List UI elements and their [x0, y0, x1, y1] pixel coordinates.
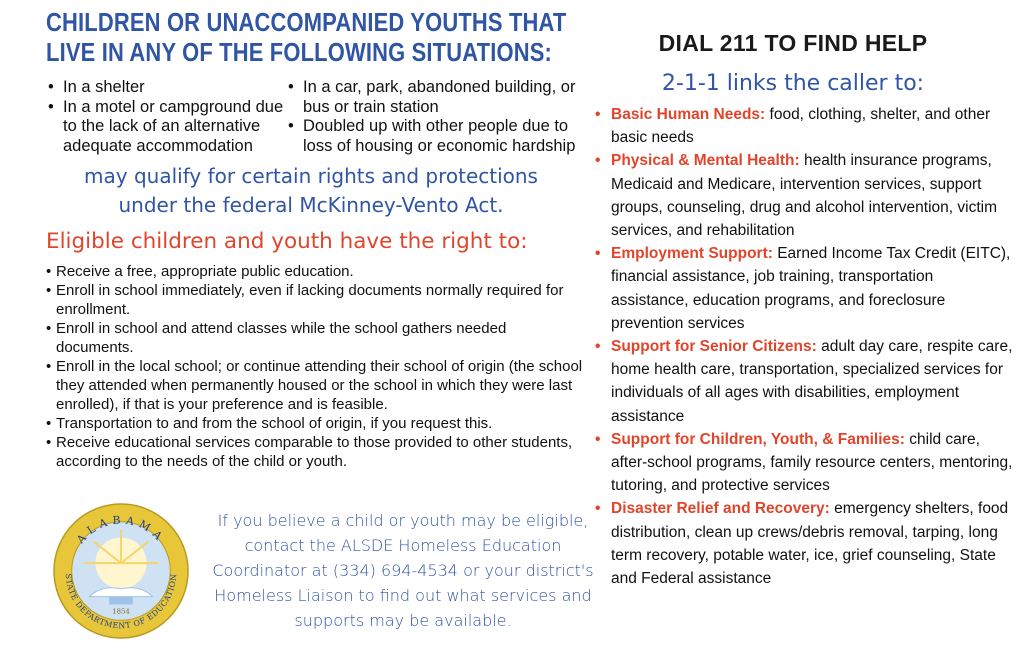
- list-item: • Support for Children, Youth, & Families: child care, after-school programs, family resource centers, mentoring, tutoring, and protective services: [593, 428, 1013, 498]
- situations-column-1: [46, 78, 286, 156]
- list-item: • Transportation to and from the school of origin, if you request this.: [46, 414, 586, 433]
- qualify-statement: may qualify for certain rights and protections under the federal McKinney-Vento Act.: [84, 164, 538, 217]
- seal-bottom-text: STATE DEPARTMENT OF EDUCATION: [63, 573, 179, 631]
- list-item: • In a motel or campground due to the lack of an alternative adequate accommodation: [46, 98, 286, 157]
- left-column: [46, 8, 594, 471]
- list-item: • In a shelter: [46, 78, 286, 98]
- services-list: [593, 103, 1013, 590]
- rights-list: [46, 262, 586, 471]
- links-subtitle: 2-1-1 links the caller to:: [661, 71, 925, 96]
- list-item: • In a car, park, abandoned building, or bus or train station: [286, 78, 591, 117]
- list-item: • Employment Support: Earned Income Tax Credit (EITC), financial assistance, job training, transportation assistance, education programs, and foreclosure prevention services: [593, 242, 1013, 335]
- situations-column-2: [286, 78, 591, 156]
- rights-title: Eligible children and youth have the right to:: [46, 229, 528, 254]
- right-column: [593, 30, 1013, 590]
- list-item: • Basic Human Needs: food, clothing, shelter, and other basic needs: [593, 103, 1013, 149]
- situations-list: [46, 78, 594, 156]
- list-item: • Receive educational services comparable to those provided to other students, according to the needs of the child or youth.: [46, 433, 586, 471]
- contact-info: If you believe a child or youth may be eligible, contact the ALSDE Homeless Education Coordinator at (334) 694-4534 or your district's Homeless Liaison to find out what services and supports may be available.: [212, 511, 594, 630]
- list-item: • Disaster Relief and Recovery: emergency shelters, food distribution, clean up crews/debris removal, tarping, long term recovery, potable water, ice, grief counseling, State and Federal assistance: [593, 497, 1013, 590]
- list-item: • Enroll in school immediately, even if lacking documents normally required for enrollment.: [46, 281, 586, 319]
- seal-year: 1854: [112, 607, 130, 616]
- dial-211-title: DIAL 211 TO FIND HELP: [658, 30, 928, 56]
- list-item: • Physical & Mental Health: health insurance programs, Medicaid and Medicare, intervention services, support groups, counseling, drug and alcohol intervention, victim services, and rehabilitation: [593, 149, 1013, 242]
- list-item: • Doubled up with other people due to loss of housing or economic hardship: [286, 117, 591, 156]
- alsde-seal-logo: [52, 502, 190, 640]
- situations-heading: CHILDREN OR UNACCOMPANIED YOUTHS THAT LIVE IN ANY OF THE FOLLOWING SITUATIONS:: [46, 9, 567, 67]
- seal-top-text: ALABAMA: [74, 513, 168, 547]
- list-item: • Receive a free, appropriate public education.: [46, 262, 586, 281]
- list-item: • Enroll in the local school; or continue attending their school of origin (the school they attended when permanently housed or the school in which they were last enrolled), if that is your preference and is feasible.: [46, 357, 586, 414]
- list-item: • Enroll in school and attend classes while the school gathers needed documents.: [46, 319, 586, 357]
- list-item: • Support for Senior Citizens: adult day care, respite care, home health care, transportation, specialized services for individuals of all ages with disabilities, employment assistance: [593, 335, 1013, 428]
